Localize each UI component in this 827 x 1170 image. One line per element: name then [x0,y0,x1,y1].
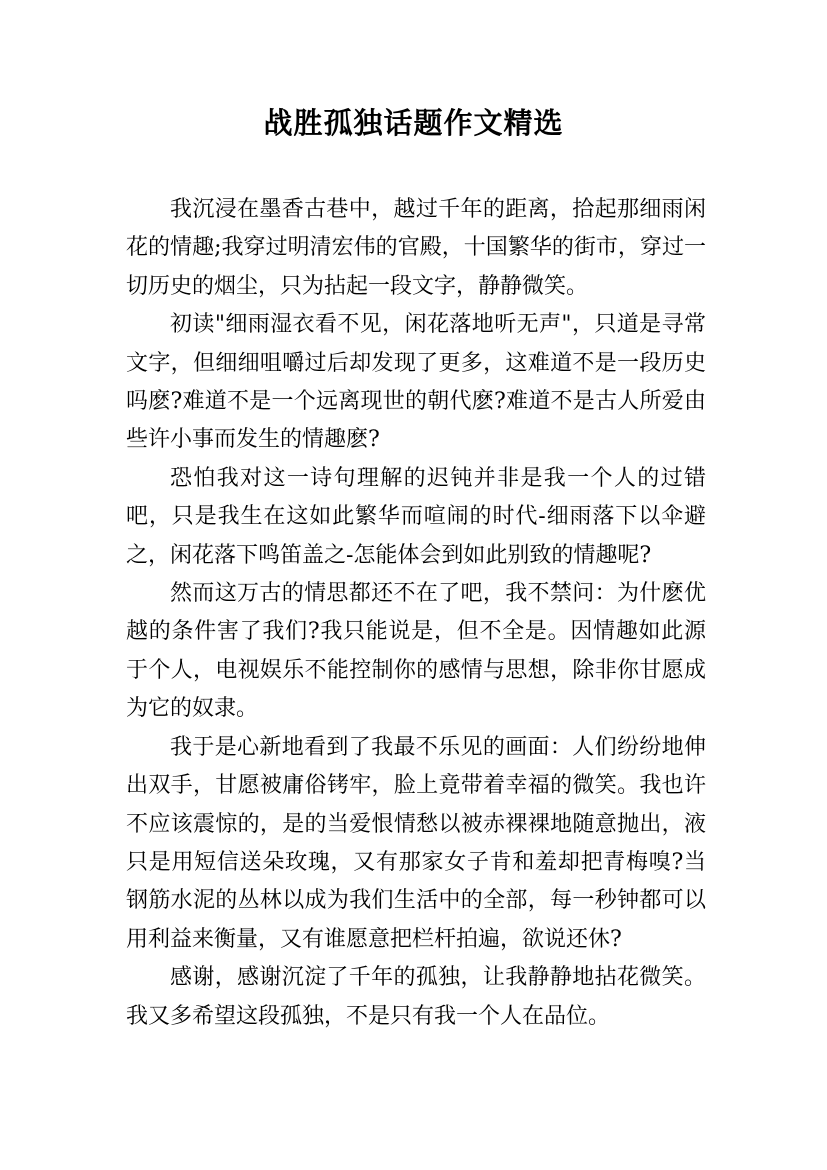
paragraph-3: 恐怕我对这一诗句理解的迟钝并非是我一个人的过错吧，只是我生在这如此繁华而喧闹的时代-细雨落下以伞避之，闲花落下鸣笛盖之-怎能体会到如此别致的情趣呢? [126,465,706,568]
document-title: 战胜孤独话题作文精选 [263,106,564,140]
paragraph-5: 我于是心新地看到了我最不乐见的画面：人们纷纷地伸出双手，甘愿被庸俗铐牢，脸上竟带着幸福的微笑。我也许不应该震惊的，是的当爱恨情愁以被赤裸裸地随意抛出，液只是用短信送朵玫瑰，又有那家女子肯和羞却把青梅嗅?当钢筋水泥的丛林以成为我们生活中的全部，每一秒钟都可以用利益来衡量，又有谁愿意把栏杆拍遍，欲说还休? [126,734,706,952]
paragraph-4: 然而这万古的情思都还不在了吧，我不禁问：为什麽优越的条件害了我们?我只能说是，但不全是。因情趣如此源于个人，电视娱乐不能控制你的感情与思想，除非你甘愿成为它的奴隶。 [126,581,706,722]
paragraph-6: 感谢，感谢沉淀了千年的孤独，让我静静地拈花微笑。我又多希望这段孤独，不是只有我一个人在品位。 [126,965,706,1029]
paragraph-2: 初读"细雨湿衣看不见，闲花落地听无声"，只道是寻常文字，但细细咀嚼过后却发现了更多，这难道不是一段历史吗麽?难道不是一个远离现世的朝代麽?难道不是古人所爱由些许小事而发生的情趣麽? [126,312,706,453]
document-body [126,191,706,1036]
paragraph-1: 我沉浸在墨香古巷中，越过千年的距离，拾起那细雨闲花的情趣;我穿过明清宏伟的官殿，十国繁华的街市，穿过一切历史的烟尘，只为拈起一段文字，静静微笑。 [126,197,706,299]
